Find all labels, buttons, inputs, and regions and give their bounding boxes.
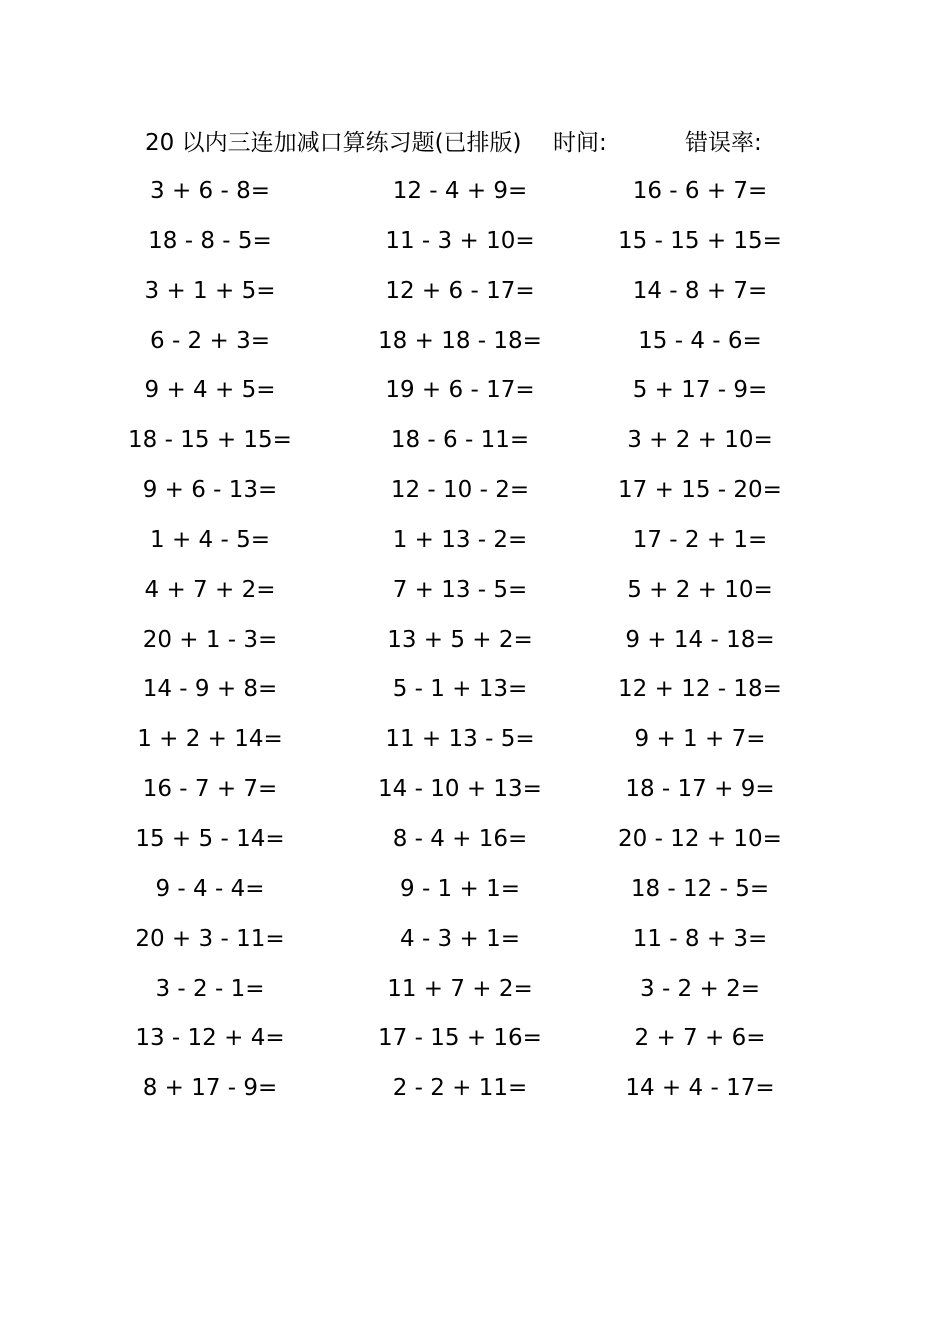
math-problem: 9 + 4 + 5= bbox=[144, 377, 276, 404]
time-label: 时间: bbox=[553, 130, 607, 156]
math-problem: 4 - 3 + 1= bbox=[400, 925, 520, 952]
math-problem: 15 + 5 - 14= bbox=[135, 825, 285, 852]
problem-column-1 bbox=[90, 171, 330, 1118]
math-problem: 5 + 17 - 9= bbox=[632, 377, 768, 404]
math-problem: 9 - 1 + 1= bbox=[400, 875, 520, 902]
math-problem: 18 - 17 + 9= bbox=[625, 776, 775, 803]
math-problem: 3 + 2 + 10= bbox=[627, 427, 773, 454]
math-problem: 12 - 4 + 9= bbox=[392, 178, 528, 204]
error-rate-label: 错误率: bbox=[685, 130, 762, 156]
math-problem: 9 + 14 - 18= bbox=[625, 626, 775, 653]
math-problem: 17 - 15 + 16= bbox=[378, 1025, 542, 1052]
problem-column-3 bbox=[580, 171, 820, 1118]
math-problem: 17 + 15 - 20= bbox=[618, 477, 782, 504]
math-problem: 20 - 12 + 10= bbox=[618, 825, 782, 852]
math-problem: 18 - 8 - 5= bbox=[148, 227, 272, 254]
math-problem: 11 - 3 + 10= bbox=[385, 227, 535, 254]
math-problem: 15 - 15 + 15= bbox=[618, 227, 782, 254]
math-problem: 2 + 7 + 6= bbox=[634, 1025, 766, 1052]
math-problem: 3 + 1 + 5= bbox=[144, 277, 276, 304]
math-problem: 14 - 9 + 8= bbox=[142, 676, 278, 703]
math-problem: 12 + 12 - 18= bbox=[618, 676, 782, 703]
math-problem: 4 + 7 + 2= bbox=[144, 576, 276, 603]
problem-column-2 bbox=[340, 171, 580, 1118]
math-problem: 18 + 18 - 18= bbox=[378, 327, 542, 354]
math-problem: 8 + 17 - 9= bbox=[142, 1075, 278, 1102]
math-problem: 8 - 4 + 16= bbox=[392, 825, 528, 852]
math-problem: 9 - 4 - 4= bbox=[155, 875, 265, 902]
math-problem: 7 + 13 - 5= bbox=[392, 576, 528, 603]
math-problem: 16 - 6 + 7= bbox=[632, 178, 768, 204]
worksheet-title: 20 以内三连加减口算练习题(已排版) bbox=[145, 130, 522, 156]
math-problem: 1 + 4 - 5= bbox=[150, 526, 270, 553]
math-problem: 18 - 15 + 15= bbox=[128, 427, 292, 454]
math-problem: 5 + 2 + 10= bbox=[627, 576, 773, 603]
math-problem: 20 + 3 - 11= bbox=[135, 925, 285, 952]
worksheet-header bbox=[145, 126, 825, 160]
math-problem: 6 - 2 + 3= bbox=[150, 327, 270, 354]
math-problem: 15 - 4 - 6= bbox=[638, 327, 762, 354]
math-problem: 17 - 2 + 1= bbox=[632, 526, 768, 553]
math-problem: 16 - 7 + 7= bbox=[142, 776, 278, 803]
math-problem: 11 - 8 + 3= bbox=[632, 925, 768, 952]
math-problem: 13 + 5 + 2= bbox=[387, 626, 533, 653]
math-problem: 14 - 8 + 7= bbox=[632, 277, 768, 304]
math-problem: 11 + 7 + 2= bbox=[387, 975, 533, 1002]
math-problem: 1 + 2 + 14= bbox=[137, 726, 283, 753]
math-problem: 9 + 6 - 13= bbox=[142, 477, 278, 504]
math-problem: 11 + 13 - 5= bbox=[385, 726, 535, 753]
math-problem: 1 + 13 - 2= bbox=[392, 526, 528, 553]
math-problem: 18 - 6 - 11= bbox=[390, 427, 530, 454]
math-problem: 2 - 2 + 11= bbox=[392, 1075, 528, 1102]
math-problem: 18 - 12 - 5= bbox=[630, 875, 770, 902]
math-problem: 14 - 10 + 13= bbox=[378, 776, 542, 803]
math-problem: 13 - 12 + 4= bbox=[135, 1025, 285, 1052]
math-problem: 12 - 10 - 2= bbox=[390, 477, 530, 504]
math-problem: 3 - 2 + 2= bbox=[640, 975, 760, 1002]
math-problem: 20 + 1 - 3= bbox=[142, 626, 278, 653]
math-problem: 9 + 1 + 7= bbox=[634, 726, 766, 753]
math-problem: 3 - 2 - 1= bbox=[155, 975, 265, 1002]
math-problem: 19 + 6 - 17= bbox=[385, 377, 535, 404]
math-problem: 3 + 6 - 8= bbox=[150, 178, 270, 204]
math-problem: 12 + 6 - 17= bbox=[385, 277, 535, 304]
math-problem: 5 - 1 + 13= bbox=[392, 676, 528, 703]
math-problem: 14 + 4 - 17= bbox=[625, 1075, 775, 1102]
